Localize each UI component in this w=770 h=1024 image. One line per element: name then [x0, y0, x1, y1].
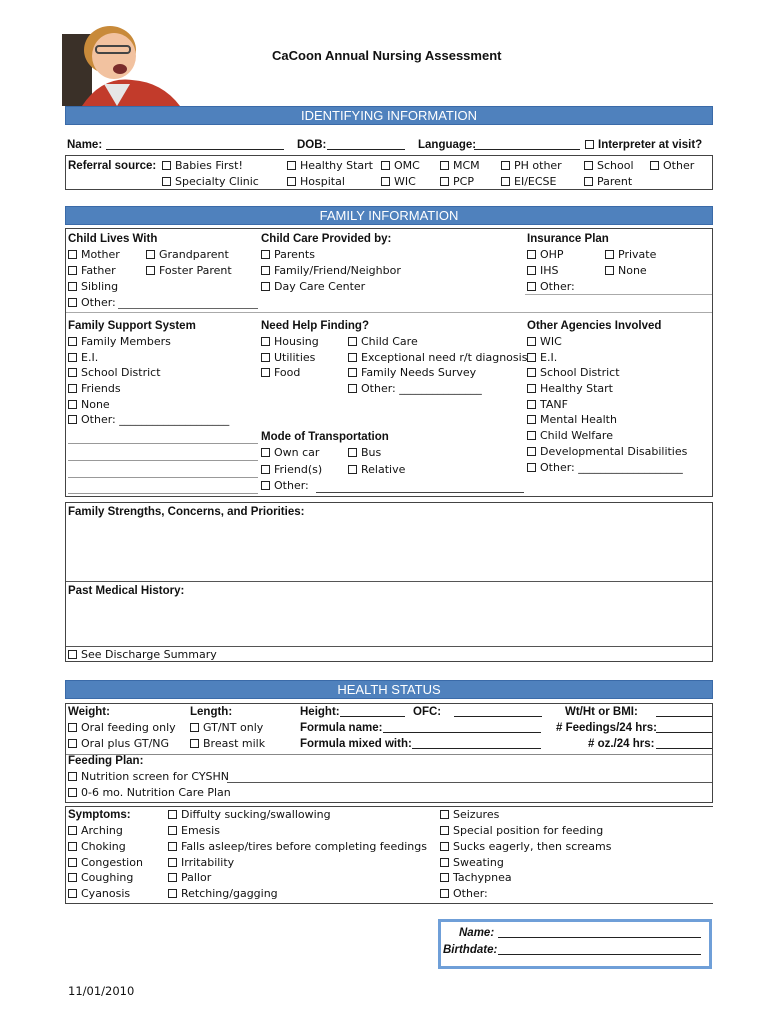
divider	[66, 312, 712, 313]
formula-mixed-label: Formula mixed with:	[300, 738, 412, 750]
blank-line[interactable]	[68, 477, 258, 478]
oz-field[interactable]	[656, 738, 712, 749]
agency-option[interactable]: Developmental Disabilities	[527, 445, 687, 459]
symptom-option[interactable]: Seizures	[440, 808, 499, 822]
support-option[interactable]: None	[68, 398, 110, 412]
symptom-option[interactable]: Sweating	[440, 856, 504, 870]
oz-label: # oz./24 hrs:	[588, 738, 655, 750]
nutrition-care-checkbox[interactable]: 0-6 mo. Nutrition Care Plan	[68, 786, 231, 800]
feedings-field[interactable]	[656, 722, 712, 733]
referral-option[interactable]: MCM	[440, 159, 480, 173]
referral-option[interactable]: OMC	[381, 159, 420, 173]
divider	[66, 754, 712, 755]
help-option[interactable]: Housing	[261, 335, 319, 349]
wtht-label: Wt/Ht or BMI:	[565, 706, 638, 718]
support-option[interactable]: E.I.	[68, 351, 98, 365]
help-option[interactable]: Food	[261, 366, 300, 380]
footer-name-field[interactable]	[498, 927, 701, 938]
referral-option[interactable]: Specialty Clinic	[162, 175, 259, 189]
symptom-option[interactable]: Arching	[68, 824, 123, 838]
symptom-option[interactable]: Tachypnea	[440, 871, 512, 885]
insurance-option[interactable]: Private	[605, 248, 656, 262]
child-lives-option[interactable]: Father	[68, 264, 116, 278]
support-option[interactable]: School District	[68, 366, 161, 380]
transport-title: Mode of Transportation	[261, 431, 389, 443]
agency-option[interactable]: School District	[527, 366, 620, 380]
help-option[interactable]: Other: _______________	[348, 382, 482, 396]
ofc-label: OFC:	[413, 706, 442, 718]
child-photo	[62, 14, 180, 106]
agency-option[interactable]: Mental Health	[527, 413, 617, 427]
transport-option[interactable]: Other:	[261, 479, 309, 493]
referral-option[interactable]: Other	[650, 159, 694, 173]
blank-line[interactable]	[68, 493, 258, 494]
interpreter-checkbox[interactable]: Interpreter at visit?	[585, 138, 702, 152]
agencies-title: Other Agencies Involved	[527, 320, 662, 332]
child-care-title: Child Care Provided by:	[261, 233, 392, 245]
referral-option[interactable]: PH other	[501, 159, 562, 173]
insurance-option[interactable]: OHP	[527, 248, 564, 262]
insurance-option[interactable]: Other:	[527, 280, 575, 294]
length-label: Length:	[190, 706, 233, 718]
divider	[66, 581, 712, 582]
footer-birthdate-label: Birthdate:	[443, 944, 498, 956]
agency-option[interactable]: Child Welfare	[527, 429, 613, 443]
child-lives-title: Child Lives With	[68, 233, 158, 245]
agency-option[interactable]: Other: ___________________	[527, 461, 683, 475]
wtht-field[interactable]	[656, 706, 712, 717]
strengths-box[interactable]	[65, 502, 713, 662]
referral-option[interactable]: Healthy Start	[287, 159, 373, 173]
symptoms-box	[65, 806, 713, 904]
blank-line[interactable]	[68, 443, 258, 444]
child-care-option[interactable]: Day Care Center	[261, 280, 365, 294]
footer-name-label: Name:	[459, 927, 495, 939]
help-option[interactable]: Utilities	[261, 351, 315, 365]
symptom-option[interactable]: Irritability	[168, 856, 234, 870]
referral-option[interactable]: School	[584, 159, 634, 173]
help-option[interactable]: Exceptional need r/t diagnosis	[348, 351, 527, 365]
transport-option[interactable]: Relative	[348, 463, 405, 477]
child-care-option[interactable]: Parents	[261, 248, 315, 262]
symptom-option[interactable]: Diffulty sucking/swallowing	[168, 808, 331, 822]
symptom-option[interactable]: Falls asleep/tires before completing feedings	[168, 840, 427, 854]
language-label: Language:	[418, 139, 477, 151]
symptoms-label: Symptoms:	[68, 809, 131, 821]
child-lives-option[interactable]: Other:	[68, 296, 116, 310]
symptom-option[interactable]: Special position for feeding	[440, 824, 603, 838]
insurance-option[interactable]: IHS	[527, 264, 559, 278]
support-option[interactable]: Family Members	[68, 335, 171, 349]
name-field[interactable]	[106, 139, 284, 150]
symptom-option[interactable]: Coughing	[68, 871, 133, 885]
page-title: CaCoon Annual Nursing Assessment	[272, 48, 502, 63]
feedings-label: # Feedings/24 hrs:	[556, 722, 657, 734]
symptom-option[interactable]: Pallor	[168, 871, 211, 885]
formula-name-field[interactable]	[383, 722, 541, 733]
footer-birthdate-field[interactable]	[498, 944, 701, 955]
child-lives-option[interactable]: Sibling	[68, 280, 118, 294]
symptom-option[interactable]: Emesis	[168, 824, 220, 838]
name-label: Name:	[67, 139, 103, 151]
support-option[interactable]: Other: ____________________	[68, 413, 229, 427]
referral-option[interactable]: Babies First!	[162, 159, 243, 173]
oral-plus-checkbox[interactable]: Oral plus GT/NG	[68, 737, 169, 751]
discharge-checkbox[interactable]: See Discharge Summary	[68, 648, 217, 662]
other-line[interactable]	[316, 492, 524, 493]
formula-mixed-field[interactable]	[412, 738, 541, 749]
support-title: Family Support System	[68, 320, 196, 332]
transport-option[interactable]: Friend(s)	[261, 463, 322, 477]
agency-option[interactable]: WIC	[527, 335, 562, 349]
referral-option[interactable]: Hospital	[287, 175, 345, 189]
blank-line[interactable]	[227, 782, 712, 783]
dob-field[interactable]	[327, 139, 405, 150]
height-field[interactable]	[340, 706, 405, 717]
symptom-option[interactable]: Other:	[440, 887, 488, 901]
gtnt-only-checkbox[interactable]: GT/NT only	[190, 721, 263, 735]
agency-option[interactable]: E.I.	[527, 351, 557, 365]
transport-option[interactable]: Bus	[348, 446, 381, 460]
other-line[interactable]	[118, 308, 258, 309]
symptom-option[interactable]: Retching/gagging	[168, 887, 278, 901]
transport-option[interactable]: Own car	[261, 446, 319, 460]
child-care-option[interactable]: Family/Friend/Neighbor	[261, 264, 401, 278]
insurance-title: Insurance Plan	[527, 233, 609, 245]
dob-label: DOB:	[297, 139, 327, 151]
form-date: 11/01/2010	[68, 984, 135, 998]
referral-option[interactable]: Parent	[584, 175, 632, 189]
symptom-option[interactable]: Congestion	[68, 856, 143, 870]
agency-option[interactable]: Healthy Start	[527, 382, 613, 396]
child-lives-option[interactable]: Foster Parent	[146, 264, 232, 278]
help-option[interactable]: Family Needs Survey	[348, 366, 476, 380]
strengths-label: Family Strengths, Concerns, and Priorities:	[68, 506, 305, 518]
feeding-plan-label: Feeding Plan:	[68, 755, 144, 767]
child-lives-option[interactable]: Mother	[68, 248, 120, 262]
insurance-option[interactable]: None	[605, 264, 647, 278]
past-medical-label: Past Medical History:	[68, 585, 185, 597]
weight-label: Weight:	[68, 706, 110, 718]
help-title: Need Help Finding?	[261, 320, 369, 332]
help-option[interactable]: Child Care	[348, 335, 418, 349]
referral-option[interactable]: EI/ECSE	[501, 175, 556, 189]
health-header: HEALTH STATUS	[65, 680, 713, 699]
formula-name-label: Formula name:	[300, 722, 383, 734]
agency-option[interactable]: TANF	[527, 398, 568, 412]
breast-milk-checkbox[interactable]: Breast milk	[190, 737, 265, 751]
referral-option[interactable]: WIC	[381, 175, 416, 189]
referral-option[interactable]: PCP	[440, 175, 474, 189]
symptom-option[interactable]: Cyanosis	[68, 887, 130, 901]
oral-feeding-only-checkbox[interactable]: Oral feeding only	[68, 721, 176, 735]
language-field[interactable]	[474, 139, 580, 150]
referral-label: Referral source:	[68, 160, 157, 172]
child-lives-option[interactable]: Grandparent	[146, 248, 229, 262]
nutrition-screen-checkbox[interactable]: Nutrition screen for CYSHN	[68, 770, 229, 784]
divider	[525, 294, 712, 295]
divider	[66, 646, 712, 647]
symptom-option[interactable]: Choking	[68, 840, 126, 854]
family-header: FAMILY INFORMATION	[65, 206, 713, 225]
symptom-option[interactable]: Sucks eagerly, then screams	[440, 840, 611, 854]
identifying-header: IDENTIFYING INFORMATION	[65, 106, 713, 125]
support-option[interactable]: Friends	[68, 382, 121, 396]
height-label: Height:	[300, 706, 340, 718]
blank-line[interactable]	[68, 460, 258, 461]
ofc-field[interactable]	[454, 706, 542, 717]
